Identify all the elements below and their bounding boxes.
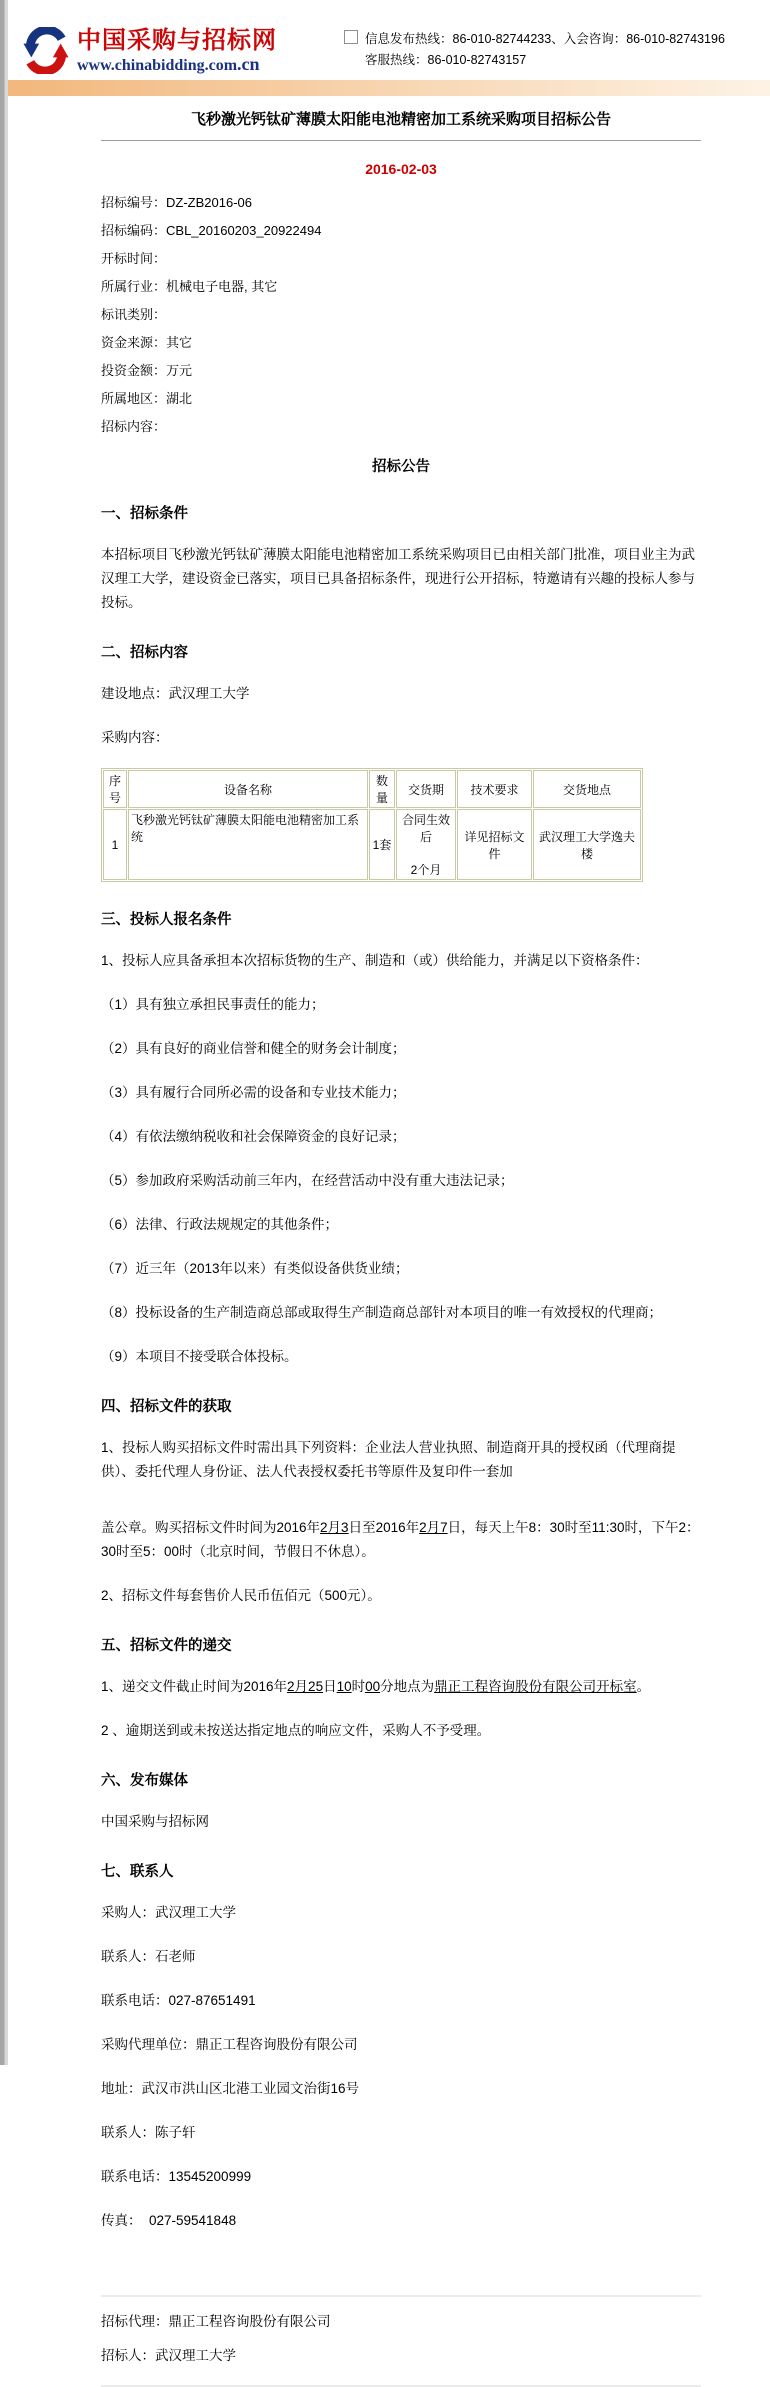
section3-heading: 三、投标人报名条件 — [101, 912, 232, 928]
goods-table — [101, 768, 643, 882]
qualification-item-5: （5）参加政府采购活动前三年内，在经营活动中没有重大违法记录； — [101, 1173, 514, 1188]
cell-tech: 详见招标文件 — [457, 809, 532, 880]
logo-text — [77, 27, 277, 76]
underlined-deadline-date: 2月25 — [287, 1679, 324, 1694]
cell-qty: 1套 — [369, 809, 395, 880]
meta-field-open-time: 开标时间： — [101, 251, 167, 266]
meta-field-fund-source: 资金来源：其它 — [101, 335, 193, 350]
hotline-line2: 客服热线：86-010-82743157 — [365, 53, 527, 67]
qualification-item-1: （1）具有独立承担民事责任的能力； — [101, 997, 325, 1012]
chinabidding-logo-icon — [22, 27, 70, 74]
section5-p2: 2 、逾期送到或未按送达指定地点的响应文件，采购人不予受理。 — [101, 1723, 491, 1738]
section4-heading: 四、招标文件的获取 — [101, 1399, 232, 1415]
site-logo — [22, 27, 277, 76]
section6-heading: 六、发布媒体 — [101, 1773, 188, 1789]
construction-location: 建设地点：武汉理工大学 — [101, 686, 250, 701]
publish-date: 2016-02-03 — [365, 161, 437, 177]
qualification-item-9: （9）本项目不接受联合体投标。 — [101, 1349, 298, 1364]
section5-heading: 五、招标文件的递交 — [101, 1638, 232, 1654]
col-header-equipment: 设备名称 — [128, 770, 368, 808]
col-header-tech: 技术要求 — [457, 770, 532, 808]
contact-phone-1: 联系电话：027-87651491 — [101, 1993, 256, 2008]
contact-agency: 采购代理单位：鼎正工程咨询股份有限公司 — [101, 2037, 358, 2052]
meta-field-invest-amount: 投资金额：万元 — [101, 363, 193, 378]
col-header-place: 交货地点 — [533, 770, 641, 808]
goods-table-row — [103, 809, 641, 880]
contact-purchaser: 采购人：武汉理工大学 — [101, 1905, 236, 1920]
cell-delivery: 合同生效后 2个月 — [396, 809, 456, 880]
cell-seq: 1 — [103, 809, 127, 880]
section2-heading: 二、招标内容 — [101, 645, 188, 661]
purchase-content-label: 采购内容： — [101, 730, 169, 745]
logo-url-suffix: .cn — [237, 54, 260, 74]
section4-p3: 2、招标文件每套售价人民币伍佰元（500元）。 — [101, 1588, 381, 1603]
qualification-item-8: （8）投标设备的生产制造商总部或取得生产制造商总部针对本项目的唯一有效授权的代理商； — [101, 1305, 663, 1320]
meta-field-industry: 所属行业：机械电子电器, 其它 — [101, 279, 278, 294]
page-title: 飞秒激光钙钛矿薄膜太阳能电池精密加工系统采购项目招标公告 — [190, 111, 611, 128]
logo-url — [77, 54, 277, 76]
hotline-line1: 信息发布热线：86-010-82744233、入会咨询：86-010-82743196 — [365, 32, 725, 46]
meta-field-bid-content: 招标内容： — [101, 419, 167, 434]
qualification-item-7: （7）近三年（2013年以来）有类似设备供货业绩； — [101, 1261, 409, 1276]
qualification-item-2: （2）具有良好的商业信誉和健全的财务会计制度； — [101, 1041, 406, 1056]
section5-p1: 1、递交文件截止时间为2016年2月25日10时00分地点为鼎正工程咨询股份有限公司开标室。 — [101, 1679, 651, 1694]
logo-title: 中国采购与招标网 — [77, 27, 277, 54]
underlined-deadline-hour: 10 — [336, 1679, 352, 1694]
section3-intro: 1、投标人应具备承担本次招标货物的生产、制造和（或）供给能力，并满足以下资格条件： — [101, 953, 649, 968]
section1-heading: 一、招标条件 — [101, 506, 188, 522]
col-header-seq: 序号 — [103, 770, 127, 808]
page — [8, 0, 770, 2387]
qualification-item-4: （4）有依法缴纳税收和社会保障资金的良好记录； — [101, 1129, 406, 1144]
hotline-row-1 — [344, 29, 725, 50]
title-divider — [101, 140, 701, 141]
col-header-qty: 数量 — [369, 770, 395, 808]
section1-body: 本招标项目飞秒激光钙钛矿薄膜太阳能电池精密加工系统采购项目已由相关部门批准，项目业主为武汉理工大学，建设资金已落实，项目已具备招标条件，现进行公开招标，特邀请有兴趣的投标人参与投标。 — [101, 547, 695, 610]
underlined-date-start: 2月3 — [320, 1520, 349, 1535]
meta-field-region: 所属地区：湖北 — [101, 391, 193, 406]
contact-address: 地址：武汉市洪山区北港工业园文治街16号 — [101, 2081, 360, 2096]
publish-media: 中国采购与招标网 — [101, 1814, 209, 1829]
meta-field-category: 标讯类别： — [101, 307, 167, 322]
footer-agent: 招标代理：鼎正工程咨询股份有限公司 — [101, 2314, 331, 2329]
contact-fax: 传真： 027-59541848 — [101, 2213, 237, 2228]
qualification-item-6: （6）法律、行政法规规定的其他条件； — [101, 1217, 339, 1232]
footer-owner: 招标人：武汉理工大学 — [101, 2348, 236, 2363]
meta-fields — [101, 189, 701, 441]
section4-p2: 盖公章。购买招标文件时间为2016年2月3日至2016年2月7日，每天上午8：30时至11:30时，下午2：30时至5：00时（北京时间，节假日不休息）。 — [101, 1520, 700, 1559]
qualification-item-3: （3）具有履行合同所必需的设备和专业技术能力； — [101, 1085, 406, 1100]
section4-p1: 1、投标人购买招标文件时需出具下列资料：企业法人营业执照、制造商开具的授权函（代理商提供）、委托代理人身份证、法人代表授权委托书等原件及复印件一套加 — [101, 1440, 676, 1479]
header-hotlines — [344, 29, 725, 71]
underlined-date-end: 2月7 — [419, 1520, 448, 1535]
announcement-content — [101, 110, 701, 2387]
site-header — [8, 0, 770, 80]
underlined-deadline-minute: 00 — [365, 1679, 381, 1694]
underlined-submission-place: 鼎正工程咨询股份有限公司开标室 — [434, 1679, 637, 1694]
footer-divider-top — [101, 2295, 701, 2297]
contact-person-1: 联系人：石老师 — [101, 1949, 196, 1964]
header-checkbox[interactable] — [344, 30, 358, 44]
meta-field-bid-code: 招标编码：CBL_20160203_20922494 — [101, 223, 322, 238]
col-header-delivery: 交货期 — [396, 770, 456, 808]
goods-table-header-row — [103, 770, 641, 808]
logo-url-main: www.chinabidding.com — [77, 57, 238, 74]
contact-person-2: 联系人：陈子轩 — [101, 2125, 196, 2140]
section7-heading: 七、联系人 — [101, 1864, 174, 1880]
hotline-row-2 — [344, 50, 725, 71]
notice-heading: 招标公告 — [372, 459, 430, 475]
header-divider-bar — [8, 80, 770, 96]
window-left-edge — [0, 0, 8, 2065]
contact-phone-2: 联系电话：13545200999 — [101, 2169, 252, 2184]
meta-field-bid-number: 招标编号：DZ-ZB2016-06 — [101, 195, 252, 210]
cell-equipment-name: 飞秒激光钙钛矿薄膜太阳能电池精密加工系统 — [128, 809, 368, 880]
cell-place: 武汉理工大学逸夫楼 — [533, 809, 641, 880]
